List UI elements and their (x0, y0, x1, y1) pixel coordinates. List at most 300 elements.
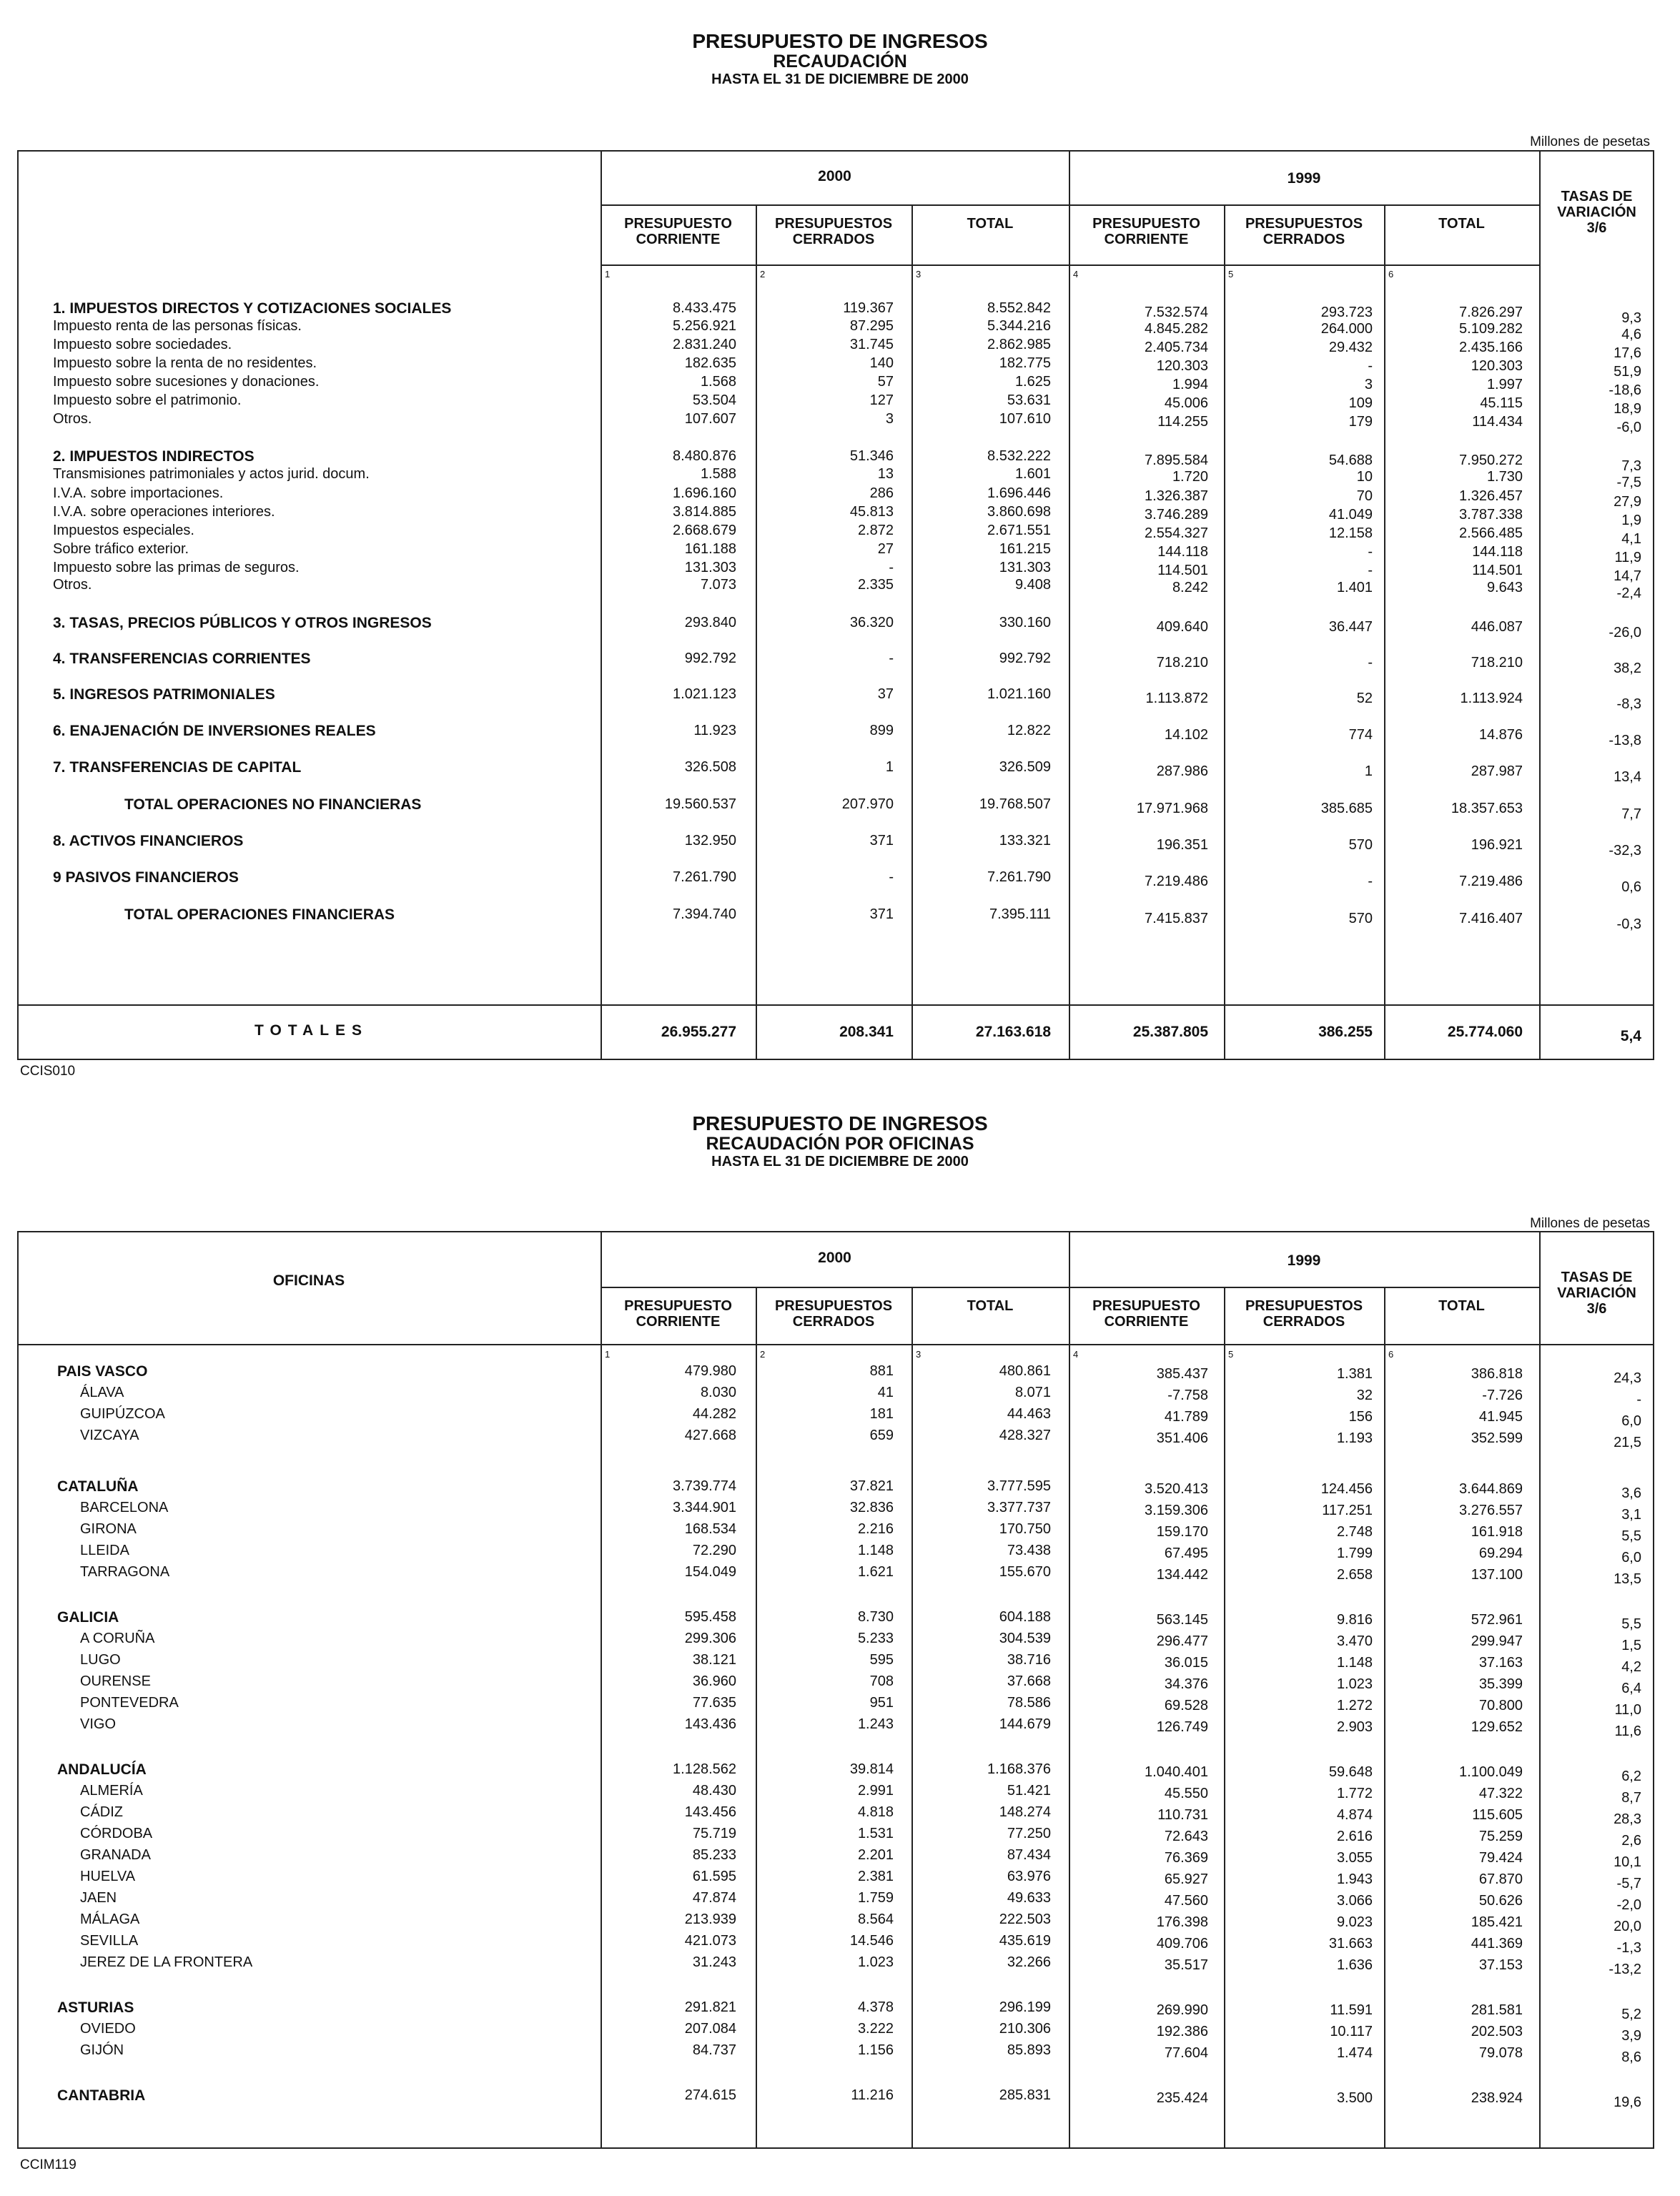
t1-cell-col6: 9.643 (1486, 580, 1523, 595)
t1-cell-col6: 7.826.297 (1459, 305, 1523, 320)
t2-rate-header: TASAS DE VARIACIÓN 3/6 (1557, 1270, 1636, 1317)
t1-cell-col3: 8.532.222 (987, 448, 1051, 464)
t2-cell-col6: 35.399 (1478, 1676, 1523, 1692)
t1-row-label: I.V.A. sobre operaciones interiores. (53, 504, 275, 520)
t1-cell-col2: 127 (869, 392, 894, 408)
t2-cell-col7: -5,7 (1616, 1876, 1641, 1891)
t1-row-label: 1. IMPUESTOS DIRECTOS Y COTIZACIONES SOCIALES (53, 300, 452, 317)
t2-cell-col5: 4.874 (1336, 1807, 1373, 1823)
t2-cell-col7: 5,2 (1621, 2007, 1641, 2022)
t1-cell-col4: 2.554.327 (1145, 525, 1208, 541)
t1-col-number-5: 5 (1228, 269, 1234, 280)
t1-cell-col6: 196.921 (1471, 837, 1523, 853)
t2-cell-col3: 480.861 (999, 1363, 1051, 1379)
t1-cell-col7: -8,3 (1616, 696, 1641, 712)
t2-cell-col7: - (1636, 1392, 1641, 1408)
t1-cell-col2: 371 (869, 906, 894, 922)
t2-cell-col6: 70.800 (1478, 1698, 1523, 1713)
t2-cell-col4: 159.170 (1156, 1524, 1208, 1540)
t1-cell-col5: 293.723 (1320, 305, 1373, 320)
t1-date-line: HASTA EL 31 DE DICIEMBRE DE 2000 (711, 71, 969, 87)
t2-cell-col3: 51.421 (1007, 1783, 1051, 1799)
t2-cell-col7: 8,7 (1621, 1790, 1641, 1806)
t1-cell-col4: 114.255 (1157, 414, 1208, 430)
t1-cell-col1: 7.073 (700, 577, 736, 593)
t1-cell-col4: 3.746.289 (1145, 507, 1208, 523)
t2-row-label: CANTABRIA (57, 2087, 146, 2104)
t2-cell-col7: 21,5 (1614, 1435, 1641, 1450)
t2-cell-col1: 291.821 (684, 1999, 736, 2015)
t1-row-label: Impuesto sobre sociedades. (53, 337, 232, 352)
t2-cell-col7: 6,0 (1621, 1550, 1641, 1566)
t1-cell-col7: 9,3 (1621, 310, 1641, 326)
t1-cell-col5: 264.000 (1320, 321, 1373, 337)
t2-cell-col1: 36.960 (692, 1673, 736, 1689)
t2-cell-col2: 5.233 (857, 1631, 894, 1646)
t1-col-header-2: PRESUPUESTOS CERRADOS (774, 216, 893, 247)
t2-cell-col1: 143.456 (684, 1804, 736, 1820)
t1-cell-col4: 7.895.584 (1145, 452, 1208, 468)
t1-cell-col2: - (889, 651, 894, 666)
t2-cell-col1: 154.049 (684, 1564, 736, 1580)
t2-row-label: GUIPÚZCOA (80, 1406, 165, 1422)
t2-cell-col4: 36.015 (1164, 1655, 1208, 1671)
t2-cell-col1: 595.458 (684, 1609, 736, 1625)
t2-cell-col2: 1.759 (857, 1890, 894, 1906)
t1-cell-col1: 2.668.679 (673, 523, 736, 538)
t1-cell-col3: 1.696.446 (987, 485, 1051, 501)
t2-cell-col5: 1.474 (1336, 2045, 1373, 2061)
t1-cell-col7: -7,5 (1616, 475, 1641, 490)
t1-code: CCIS010 (20, 1064, 76, 1079)
t1-cell-col6: 114.501 (1472, 563, 1523, 578)
t1-row-label: Impuesto sobre la renta de no residentes. (53, 355, 317, 371)
t1-cell-col7: 1,9 (1621, 513, 1641, 528)
t2-row-label: BARCELONA (80, 1500, 169, 1515)
t2-cell-col4: -7.758 (1167, 1388, 1208, 1403)
t2-cell-col4: 72.643 (1164, 1829, 1208, 1844)
t2-cell-col1: 1.128.562 (673, 1761, 736, 1777)
t2-cell-col5: 1.193 (1336, 1430, 1373, 1446)
t1-cell-col3: 107.610 (999, 411, 1051, 427)
t1-cell-col5: 10 (1356, 469, 1373, 485)
t2-cell-col7: 24,3 (1614, 1370, 1641, 1386)
t2-col-header-2: PRESUPUESTOS CERRADOS (774, 1298, 893, 1330)
t1-year-1999: 1999 (1287, 170, 1321, 187)
t1-cell-col5: 70 (1356, 488, 1373, 504)
t1-cell-col4: 287.986 (1156, 763, 1208, 779)
t2-row-label: LLEIDA (80, 1543, 129, 1558)
t2-cell-col6: 185.421 (1471, 1914, 1523, 1930)
t2-cell-col2: 2.216 (857, 1521, 894, 1537)
t2-cell-col2: 32.836 (849, 1500, 894, 1515)
t2-cell-col5: 9.816 (1336, 1612, 1373, 1628)
t2-cell-col1: 274.615 (684, 2087, 736, 2103)
t2-cell-col6: 281.581 (1471, 2002, 1523, 2018)
t1-row-label: Transmisiones patrimoniales y actos jurid. docum. (53, 466, 370, 482)
t2-cell-col3: 3.777.595 (987, 1478, 1051, 1494)
t1-cell-col1: 182.635 (684, 355, 736, 371)
t2-cell-col6: -7.726 (1482, 1388, 1523, 1403)
t1-total-col6: 25.774.060 (1447, 1024, 1523, 1040)
t2-cell-col3: 155.670 (999, 1564, 1051, 1580)
t1-cell-col6: 446.087 (1471, 619, 1523, 635)
t2-cell-col3: 604.188 (999, 1609, 1051, 1625)
t1-cell-col4: 1.326.387 (1145, 488, 1208, 504)
t2-row-label: JEREZ DE LA FRONTERA (80, 1954, 253, 1970)
t2-cell-col5: 3.066 (1336, 1893, 1373, 1909)
t1-cell-col2: 13 (877, 466, 894, 482)
t2-code: CCIM119 (20, 2157, 76, 2172)
t1-cell-col3: 7.261.790 (987, 869, 1051, 885)
t2-row-label: CATALUÑA (57, 1478, 139, 1495)
t1-cell-col4: 120.303 (1156, 358, 1208, 374)
t1-cell-col7: -13,8 (1609, 733, 1641, 748)
t1-cell-col3: 326.509 (999, 759, 1051, 775)
t1-col-number-1: 1 (605, 269, 611, 280)
t2-row-label: OURENSE (80, 1673, 151, 1689)
t2-cell-col3: 435.619 (999, 1933, 1051, 1949)
t2-cell-col4: 77.604 (1164, 2045, 1208, 2061)
t2-cell-col2: 181 (869, 1406, 894, 1422)
t2-cell-col6: 299.947 (1471, 1633, 1523, 1649)
t2-cell-col5: 117.251 (1322, 1503, 1373, 1518)
t1-cell-col6: 2.435.166 (1459, 340, 1523, 355)
t1-row-label: 9 PASIVOS FINANCIEROS (53, 869, 239, 886)
t2-cell-col6: 37.153 (1478, 1957, 1523, 1973)
t2-cell-col3: 3.377.737 (987, 1500, 1051, 1515)
t1-cell-col5: 385.685 (1320, 801, 1373, 816)
t2-cell-col2: 39.814 (849, 1761, 894, 1777)
t1-cell-col3: 5.344.216 (987, 318, 1051, 334)
t1-cell-col5: 3 (1364, 377, 1373, 392)
t1-cell-col2: 2.335 (857, 577, 894, 593)
t2-cell-col4: 69.528 (1164, 1698, 1208, 1713)
t2-col-number-1: 1 (605, 1349, 611, 1360)
t2-cell-col6: 572.961 (1471, 1612, 1523, 1628)
t2-cell-col7: 3,9 (1621, 2028, 1641, 2044)
t1-cell-col1: 7.261.790 (673, 869, 736, 885)
t1-cell-col7: 11,9 (1614, 550, 1641, 565)
t1-total-col2: 208.341 (839, 1024, 894, 1040)
t2-cell-col2: 3.222 (857, 2021, 894, 2037)
t2-cell-col2: 708 (869, 1673, 894, 1689)
t2-cell-col1: 421.073 (684, 1933, 736, 1949)
t2-cell-col4: 351.406 (1156, 1430, 1208, 1446)
t2-cell-col5: 11.591 (1330, 2002, 1373, 2018)
t2-cell-col1: 75.719 (692, 1826, 736, 1841)
t2-cell-col1: 38.121 (692, 1652, 736, 1668)
t2-row-label: OVIEDO (80, 2021, 136, 2037)
t1-cell-col3: 7.395.111 (989, 906, 1051, 922)
t1-row-label: 4. TRANSFERENCIAS CORRIENTES (53, 651, 311, 667)
t2-row-label: CÓRDOBA (80, 1826, 153, 1841)
t2-row-label: SEVILLA (80, 1933, 139, 1949)
t2-cell-col6: 37.163 (1478, 1655, 1523, 1671)
t1-cell-col1: 293.840 (684, 615, 736, 630)
t2-row-label: ANDALUCÍA (57, 1761, 147, 1778)
t1-cell-col1: 8.480.876 (673, 448, 736, 464)
t1-cell-col3: 131.303 (999, 560, 1051, 575)
t1-cell-col5: - (1368, 544, 1373, 560)
t1-cell-col4: 114.501 (1157, 563, 1208, 578)
t1-cell-col6: 120.303 (1471, 358, 1523, 374)
t2-cell-col5: 1.148 (1336, 1655, 1373, 1671)
t2-cell-col6: 386.818 (1471, 1366, 1523, 1382)
t2-col-header-4: PRESUPUESTO CORRIENTE (1092, 1298, 1200, 1330)
t1-cell-col1: 7.394.740 (673, 906, 736, 922)
t1-cell-col1: 131.303 (684, 560, 736, 575)
t1-cell-col1: 19.560.537 (664, 796, 736, 812)
t1-cell-col4: 409.640 (1156, 619, 1208, 635)
t2-cell-col2: 951 (869, 1695, 894, 1711)
t1-col-number-6: 6 (1388, 269, 1394, 280)
t1-cell-col7: 18,9 (1614, 401, 1641, 417)
t1-cell-col2: 1 (885, 759, 894, 775)
t1-row-label: 2. IMPUESTOS INDIRECTOS (53, 448, 255, 465)
t2-cell-col5: 1.799 (1336, 1545, 1373, 1561)
t1-cell-col7: 17,6 (1614, 345, 1641, 361)
t1-cell-col3: 133.321 (999, 833, 1051, 849)
t1-cell-col5: 774 (1348, 727, 1373, 743)
t1-cell-col5: 52 (1356, 691, 1373, 706)
t1-cell-col1: 107.607 (684, 411, 736, 427)
t1-cell-col5: 1 (1364, 763, 1373, 779)
t2-cell-col6: 50.626 (1478, 1893, 1523, 1909)
t1-cell-col7: 14,7 (1614, 568, 1641, 584)
t1-cell-col2: 899 (869, 723, 894, 738)
t1-col-header-3: TOTAL (967, 216, 1014, 232)
t2-cell-col2: 37.821 (849, 1478, 894, 1494)
t1-cell-col6: 18.357.653 (1451, 801, 1523, 816)
t1-row-label: 6. ENAJENACIÓN DE INVERSIONES REALES (53, 723, 376, 739)
t1-cell-col7: 27,9 (1614, 494, 1641, 510)
t1-cell-col2: 51.346 (849, 448, 894, 464)
t1-year-2000: 2000 (818, 168, 851, 184)
t2-year-1999: 1999 (1287, 1252, 1321, 1269)
t1-cell-col2: - (889, 560, 894, 575)
t2-cell-col4: 3.520.413 (1145, 1481, 1208, 1497)
t2-row-label: JAEN (80, 1890, 117, 1906)
t1-cell-col2: 87.295 (849, 318, 894, 334)
t1-cell-col2: 119.367 (843, 300, 894, 316)
t1-cell-col1: 11.923 (693, 723, 736, 738)
t1-cell-col4: 196.351 (1156, 837, 1208, 853)
t2-cell-col3: 170.750 (999, 1521, 1051, 1537)
t2-cell-col4: 47.560 (1164, 1893, 1208, 1909)
t2-cell-col2: 8.564 (857, 1911, 894, 1927)
t2-cell-col3: 49.633 (1007, 1890, 1051, 1906)
t2-cell-col3: 1.168.376 (987, 1761, 1051, 1777)
t2-cell-col3: 285.831 (999, 2087, 1051, 2103)
t2-subtitle: RECAUDACIÓN POR OFICINAS (706, 1134, 974, 1154)
t2-row-label: CÁDIZ (80, 1804, 123, 1820)
t2-row-label: GRANADA (80, 1847, 151, 1863)
t2-cell-col3: 148.274 (999, 1804, 1051, 1820)
t2-cell-col1: 47.874 (692, 1890, 736, 1906)
t1-col-header-4: PRESUPUESTO CORRIENTE (1092, 216, 1200, 247)
t2-cell-col7: 19,6 (1614, 2094, 1641, 2110)
t1-cell-col1: 1.568 (700, 374, 736, 390)
t2-row-label: PONTEVEDRA (80, 1695, 179, 1711)
t2-cell-col5: 10.117 (1330, 2024, 1373, 2039)
t2-row-label: GIJÓN (80, 2042, 124, 2058)
t1-col-header-1: PRESUPUESTO CORRIENTE (624, 216, 732, 247)
t1-table-frame (17, 150, 1654, 1060)
t1-col-number-2: 2 (760, 269, 766, 280)
t2-cell-col1: 479.980 (684, 1363, 736, 1379)
t2-cell-col5: 2.616 (1336, 1829, 1373, 1844)
t1-cell-col2: 36.320 (849, 615, 894, 630)
t1-cell-col7: 38,2 (1614, 661, 1641, 676)
t2-cell-col3: 37.668 (1007, 1673, 1051, 1689)
t2-cell-col5: 156 (1348, 1409, 1373, 1425)
t2-col-header-5: PRESUPUESTOS CERRADOS (1245, 1298, 1363, 1330)
t2-col-number-3: 3 (916, 1349, 921, 1360)
t2-cell-col6: 1.100.049 (1459, 1764, 1523, 1780)
t2-row-label: GIRONA (80, 1521, 137, 1537)
t2-cell-col6: 3.644.869 (1459, 1481, 1523, 1497)
t2-row-label: VIGO (80, 1716, 117, 1732)
t2-cell-col1: 44.282 (692, 1406, 736, 1422)
t2-cell-col4: 126.749 (1156, 1719, 1208, 1735)
t1-cell-col3: 2.671.551 (987, 523, 1051, 538)
t2-cell-col1: 168.534 (684, 1521, 736, 1537)
t1-row-label: Otros. (53, 411, 92, 427)
t1-cell-col5: - (1368, 358, 1373, 374)
t1-cell-col6: 14.876 (1478, 727, 1523, 743)
t1-cell-col3: 330.160 (999, 615, 1051, 630)
t2-cell-col6: 202.503 (1471, 2024, 1523, 2039)
t2-cell-col7: 6,0 (1621, 1413, 1641, 1429)
t2-cell-col1: 84.737 (692, 2042, 736, 2058)
t1-row-label: Otros. (53, 577, 92, 593)
t2-cell-col2: 1.023 (857, 1954, 894, 1970)
t1-cell-col5: 570 (1348, 911, 1373, 926)
t2-cell-col5: 1.023 (1336, 1676, 1373, 1692)
t2-cell-col7: 28,3 (1614, 1811, 1641, 1827)
t1-title: PRESUPUESTO DE INGRESOS (692, 30, 988, 52)
t2-cell-col3: 210.306 (999, 2021, 1051, 2037)
t2-cell-col2: 4.818 (857, 1804, 894, 1820)
t1-cell-col2: - (889, 869, 894, 885)
t1-unit-label: Millones de pesetas (1530, 134, 1650, 149)
t2-cell-col6: 67.870 (1478, 1871, 1523, 1887)
t2-cell-col4: 35.517 (1164, 1957, 1208, 1973)
t1-cell-col2: 286 (869, 485, 894, 501)
t2-cell-col3: 73.438 (1007, 1543, 1051, 1558)
t1-cell-col6: 718.210 (1471, 655, 1523, 671)
t1-cell-col2: 45.813 (849, 504, 894, 520)
t1-cell-col2: 207.970 (841, 796, 894, 812)
t1-cell-col4: 7.532.574 (1145, 305, 1208, 320)
t1-total-col3: 27.163.618 (975, 1024, 1051, 1040)
t2-cell-col1: 427.668 (684, 1428, 736, 1443)
t1-cell-col7: 13,4 (1614, 769, 1641, 785)
t2-cell-col4: 296.477 (1156, 1633, 1208, 1649)
t2-cell-col5: 3.055 (1336, 1850, 1373, 1866)
t1-cell-col5: 179 (1348, 414, 1373, 430)
t1-cell-col3: 8.552.842 (987, 300, 1051, 316)
t1-cell-col7: -26,0 (1609, 625, 1641, 640)
t2-cell-col1: 72.290 (692, 1543, 736, 1558)
t1-cell-col7: 7,3 (1621, 458, 1641, 474)
t2-cell-col3: 78.586 (1007, 1695, 1051, 1711)
t2-cell-col2: 1.156 (857, 2042, 894, 2058)
t1-cell-col2: 2.872 (857, 523, 894, 538)
t1-cell-col2: 140 (869, 355, 894, 371)
t2-cell-col4: 65.927 (1164, 1871, 1208, 1887)
t1-cell-col3: 1.601 (1014, 466, 1051, 482)
t2-cell-col5: 3.500 (1336, 2090, 1373, 2106)
t1-cell-col4: 17.971.968 (1136, 801, 1208, 816)
t2-cell-col4: 235.424 (1156, 2090, 1208, 2106)
t2-cell-col4: 409.706 (1156, 1936, 1208, 1952)
t2-cell-col1: 299.306 (684, 1631, 736, 1646)
t1-cell-col4: 1.113.872 (1145, 691, 1208, 706)
t2-row-label: TARRAGONA (80, 1564, 170, 1580)
t2-cell-col7: 20,0 (1614, 1919, 1641, 1934)
t2-cell-col1: 143.436 (684, 1716, 736, 1732)
t2-cell-col3: 38.716 (1007, 1652, 1051, 1668)
t2-col-number-5: 5 (1228, 1349, 1234, 1360)
t1-cell-col4: 718.210 (1156, 655, 1208, 671)
t1-cell-col6: 2.566.485 (1459, 525, 1523, 541)
t1-cell-col4: 45.006 (1164, 395, 1208, 411)
t1-cell-col1: 1.021.123 (673, 686, 736, 702)
t1-row-label: Sobre tráfico exterior. (53, 541, 189, 557)
t2-cell-col5: 3.470 (1336, 1633, 1373, 1649)
t2-row-label: ÁLAVA (80, 1385, 124, 1400)
t2-row-label: MÁLAGA (80, 1911, 140, 1927)
t2-date-line: HASTA EL 31 DE DICIEMBRE DE 2000 (711, 1154, 969, 1169)
t2-cell-col5: 2.748 (1336, 1524, 1373, 1540)
t2-cell-col1: 3.739.774 (673, 1478, 736, 1494)
t1-total-col7: 5,4 (1620, 1028, 1641, 1044)
t2-cell-col2: 14.546 (849, 1933, 894, 1949)
t1-cell-col3: 3.860.698 (987, 504, 1051, 520)
t2-cell-col2: 2.201 (857, 1847, 894, 1863)
t2-col-number-4: 4 (1073, 1349, 1079, 1360)
t2-cell-col1: 3.344.901 (673, 1500, 736, 1515)
t1-cell-col5: 1.401 (1336, 580, 1373, 595)
t1-cell-col1: 3.814.885 (673, 504, 736, 520)
t2-cell-col3: 63.976 (1007, 1869, 1051, 1884)
t1-row-label: 3. TASAS, PRECIOS PÚBLICOS Y OTROS INGRESOS (53, 615, 432, 631)
t1-cell-col5: 570 (1348, 837, 1373, 853)
t2-cell-col1: 77.635 (692, 1695, 736, 1711)
t1-cell-col1: 326.508 (684, 759, 736, 775)
t1-subtitle: RECAUDACIÓN (773, 51, 907, 71)
t2-col-number-2: 2 (760, 1349, 766, 1360)
t1-col-header-5: PRESUPUESTOS CERRADOS (1245, 216, 1363, 247)
t2-cell-col4: 110.731 (1157, 1807, 1208, 1823)
t1-cell-col1: 5.256.921 (673, 318, 736, 334)
t1-cell-col7: 51,9 (1614, 364, 1641, 380)
t2-row-label: LUGO (80, 1652, 121, 1668)
t2-cell-col7: 11,6 (1614, 1723, 1641, 1739)
t2-cell-col6: 79.078 (1478, 2045, 1523, 2061)
t1-cell-col2: 31.745 (849, 337, 894, 352)
t2-cell-col7: -13,2 (1609, 1962, 1641, 1977)
t2-cell-col5: 1.943 (1336, 1871, 1373, 1887)
t1-cell-col3: 992.792 (999, 651, 1051, 666)
t2-cell-col7: 6,2 (1621, 1769, 1641, 1784)
t2-cell-col6: 129.652 (1471, 1719, 1523, 1735)
t1-cell-col6: 7.416.407 (1459, 911, 1523, 926)
t1-row-label: 8. ACTIVOS FINANCIEROS (53, 833, 244, 849)
t1-cell-col5: 54.688 (1328, 452, 1373, 468)
